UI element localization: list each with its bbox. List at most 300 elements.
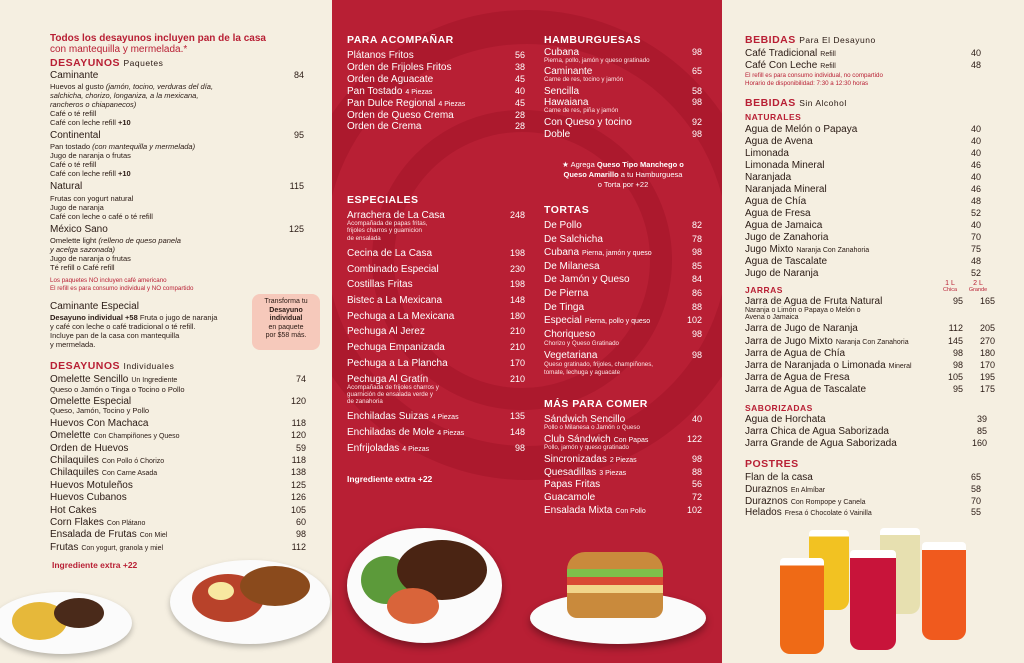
section-title-hamburguesas: HAMBURGUESAS <box>544 34 642 46</box>
section-title-especiales: ESPECIALES <box>347 194 419 206</box>
natural-item-name: Limonada Mineral <box>745 160 825 171</box>
mas-para-comer-item-detail: Con Pollo <box>615 507 646 515</box>
hamburguesa-item <box>544 117 702 128</box>
natural-item <box>745 172 981 183</box>
menu-item-continental-desc: Pan tostado (con mantequilla y mermelada) Jugo de naranja o frutas Café o té refill Café con leche refill +10 <box>50 142 196 178</box>
jarra-item-price: 98 <box>952 360 963 370</box>
jarra-item <box>745 372 995 383</box>
saborizada-item-price: 85 <box>976 425 987 436</box>
mas-para-comer-item-detail: 2 Piezas <box>609 457 637 465</box>
hamburguesa-item-price: 98 <box>691 47 702 57</box>
star-icon: ★ <box>562 160 569 169</box>
jarra-item <box>745 360 995 371</box>
mas-para-comer-item-price: 98 <box>691 454 702 465</box>
subsection-title-saborizadas: SABORIZADAS <box>745 403 813 413</box>
especial-item-price: 148 <box>509 427 525 438</box>
torta-image <box>567 552 663 618</box>
natural-item <box>745 268 981 279</box>
torta-item <box>544 302 702 313</box>
acompanar-item <box>347 50 525 61</box>
torta-item-price: 82 <box>691 220 702 230</box>
jarra-item-detail: Naranja Con Zanahoria <box>835 338 909 346</box>
individual-item <box>50 492 306 503</box>
natural-item-name: Naranjada Mineral <box>745 184 827 195</box>
natural-item-price: 46 <box>970 184 981 194</box>
individual-item-detail: Un Ingrediente <box>131 377 178 384</box>
torta-item-name: De Salchicha <box>544 233 603 245</box>
jarra-item-price: 175 <box>979 384 995 395</box>
especial-item-price: 210 <box>509 342 525 353</box>
individual-item-price: 60 <box>295 517 306 527</box>
jarra-item-name: Jarra de Jugo de Naranja <box>745 323 858 335</box>
chilaquiles-plate-image <box>0 592 132 654</box>
especial-item-price: 135 <box>509 411 525 422</box>
mas-para-comer-item-name: Ensalada Mixta <box>544 504 613 516</box>
saborizada-item-price: 39 <box>976 414 987 424</box>
individual-item <box>50 529 306 540</box>
jarra-item-price: 170 <box>979 360 995 370</box>
natural-item-detail: Naranja Con Zanahoria <box>796 247 870 254</box>
huevos-plate-image <box>170 560 330 644</box>
saborizada-item-name: Jarra Chica de Agua Saborizada <box>745 425 889 437</box>
natural-item-price: 40 <box>970 148 981 158</box>
hamburguesa-item-name: Cubana <box>544 47 580 58</box>
especial-item <box>347 443 525 454</box>
jarra-item <box>745 348 995 359</box>
torta-item-price: 98 <box>691 350 702 361</box>
jarra-item <box>745 384 995 395</box>
hamburguesa-item-price: 92 <box>691 116 702 127</box>
acompanar-item <box>347 121 525 132</box>
bebida-desayuno-item-name: Café Tradicional <box>745 48 818 59</box>
jarra-item-detail: Mineral <box>888 363 912 370</box>
especial-item-detail: 4 Piezas <box>437 430 465 438</box>
jarra-item <box>745 296 995 307</box>
natural-item <box>745 256 981 267</box>
torta-item-detail: Pierna, jamón y queso <box>582 250 652 258</box>
especial-item-description: frijoles charros y guamicion <box>347 227 422 235</box>
especial-item-price: 198 <box>509 279 525 290</box>
individual-item-price: 120 <box>290 430 306 441</box>
torta-item-name: De Pierna <box>544 288 589 299</box>
bebida-desayuno-item <box>745 48 981 59</box>
acompanar-item <box>347 62 525 73</box>
individual-item <box>50 455 306 466</box>
especial-item-price: 170 <box>509 357 525 368</box>
acompanar-item-price: 56 <box>514 50 525 60</box>
acompanar-item-name: Orden de Queso Crema <box>347 109 454 121</box>
torta-item <box>544 234 702 245</box>
natural-item <box>745 244 981 255</box>
bebida-desayuno-item-detail: Refill <box>820 51 836 58</box>
torta-item <box>544 288 702 299</box>
natural-item <box>745 160 981 171</box>
especial-item-name: Enchiladas Suizas <box>347 411 429 423</box>
individual-item-detail: Con Pollo ó Chorizo <box>101 458 165 465</box>
main-dishes-panel <box>332 0 722 663</box>
especial-item-name: Pechuga a La Mexicana <box>347 310 455 322</box>
individual-item-name: Frutas <box>50 541 79 553</box>
especial-item <box>347 411 525 422</box>
postre-item <box>745 507 981 518</box>
individual-item-name: Omelette Especial <box>50 395 132 407</box>
individual-item-price: 59 <box>295 442 306 453</box>
torta-item-name: De Tinga <box>544 301 585 313</box>
jarra-item-name: Jarra de Agua de Chía <box>745 347 846 359</box>
bebida-desayuno-item-price: 48 <box>970 59 981 70</box>
caminante-especial-desc: Desayuno individual +58 Fruta o jugo de naranja y café con leche o café tradicional o té refill. Incluye pan de la casa con mantequilla y mermelada. <box>50 313 218 349</box>
saborizada-item-price: 160 <box>971 437 987 448</box>
jarra-item-price: 205 <box>979 323 995 334</box>
acompanar-item-price: 38 <box>514 61 525 72</box>
mas-para-comer-item-name: Sándwich Sencillo <box>544 414 626 425</box>
especial-item-detail: 4 Piezas <box>431 414 459 422</box>
natural-item-price: 48 <box>970 196 981 206</box>
natural-item <box>745 136 981 147</box>
individual-item <box>50 374 306 385</box>
especial-item <box>347 427 525 438</box>
acompanar-item-price: 28 <box>514 121 525 132</box>
natural-item-name: Naranjada <box>745 172 792 183</box>
jarra-item-price: 105 <box>947 372 963 383</box>
natural-item-price: 52 <box>970 208 981 218</box>
jarra-item-price: 195 <box>979 372 995 383</box>
individual-item-price: 118 <box>291 417 306 428</box>
cheese-addon-note: ★ Agrega Queso Tipo Manchego o Queso Amarillo a tu Hamburguesa o Torta por +22 <box>562 160 684 189</box>
extra-ingredient-note-1: Ingrediente extra +22 <box>52 560 138 570</box>
intro-text: Todos los desayunos incluyen pan de la casa con mantequilla y mermelada.* <box>50 33 266 55</box>
especial-item <box>347 342 525 353</box>
hamburguesa-item-description: Carne de res, tocino y jamón <box>544 76 624 84</box>
postre-item-name: Flan de la casa <box>745 472 813 483</box>
hamburguesa-item-price: 98 <box>691 128 702 139</box>
especial-item-price: 210 <box>509 326 525 337</box>
torta-item <box>544 350 702 361</box>
postre-item <box>745 472 981 483</box>
hamburguesa-item-name: Caminante <box>544 66 593 78</box>
jarra-item-price: 95 <box>952 296 963 306</box>
especial-item <box>347 295 525 306</box>
especial-item-price: 210 <box>509 373 525 384</box>
especial-item-name: Pechuga Empanizada <box>347 342 445 354</box>
mas-para-comer-item-name: Quesadillas <box>544 466 597 478</box>
acompanar-item-price: 28 <box>514 109 525 120</box>
especial-item-name: Bistec a La Mexicana <box>347 295 443 306</box>
individual-item <box>50 542 306 553</box>
individual-item <box>50 396 306 407</box>
hamburguesa-item-price: 65 <box>691 66 702 77</box>
individual-item-name: Huevos Cubanos <box>50 492 127 504</box>
acompanar-item-name: Orden de Frijoles Fritos <box>347 61 452 73</box>
section-title-postres: POSTRES <box>745 458 799 470</box>
saborizada-item <box>745 426 987 437</box>
natural-item <box>745 220 981 231</box>
individual-item-price: 126 <box>290 492 306 503</box>
torta-item <box>544 247 702 258</box>
individual-item-detail: Con Champiñones y Queso <box>93 433 180 441</box>
hamburguesa-item-price: 98 <box>691 97 702 108</box>
natural-item-name: Jugo Mixto <box>745 244 794 255</box>
individual-item-price: 118 <box>291 455 306 465</box>
mas-para-comer-item-price: 56 <box>691 479 702 490</box>
section-title-para-acompanar: PARA ACOMPAÑAR <box>347 34 454 46</box>
torta-item-name: De Jamón y Queso <box>544 274 630 286</box>
acompanar-item-price: 40 <box>514 85 525 96</box>
jarra-item <box>745 323 995 334</box>
hamburguesa-item-description: Pierna, pollo, jamón y queso gratinado <box>544 57 650 64</box>
postre-item-detail: En Almíbar <box>790 486 826 494</box>
section-title-desayunos-paquetes: DESAYUNOS Paquetes <box>50 57 164 69</box>
natural-item-name: Agua de Tascalate <box>745 256 828 267</box>
torta-item-name: Vegetariana <box>544 350 598 362</box>
natural-item-name: Limonada <box>745 148 789 159</box>
especial-item-name: Enfrijoladas <box>347 442 400 454</box>
individual-item-description: Queso o Jamón o Tinga o Tocino o Pollo <box>50 384 185 394</box>
individual-item-price: 138 <box>290 467 306 478</box>
postre-item-price: 55 <box>970 507 981 518</box>
individual-item <box>50 517 306 528</box>
mas-para-comer-item <box>544 505 702 516</box>
menu-item-mexico-sano: México Sano 125 <box>50 224 304 235</box>
natural-item-name: Agua de Chía <box>745 196 807 207</box>
hamburguesa-item-name: Hawaiana <box>544 97 589 109</box>
postre-item-name: Duraznos <box>745 495 788 507</box>
individual-item-name: Orden de Huevos <box>50 442 129 454</box>
hamburguesa-item <box>544 86 702 97</box>
torta-item <box>544 274 702 285</box>
mas-para-comer-item-detail: 3 Piezas <box>599 469 627 477</box>
subsection-title-naturales: NATURALES <box>745 112 802 122</box>
menu-item-caminante-especial: Caminante Especial <box>50 301 139 312</box>
subsection-title-jarras: JARRAS <box>745 285 783 295</box>
especial-item <box>347 311 525 322</box>
acompanar-item-name: Orden de Aguacate <box>347 73 434 85</box>
individual-item <box>50 505 306 516</box>
extra-ingredient-note-2: Ingrediente extra +22 <box>347 474 433 484</box>
jarra-item-price: 270 <box>979 335 995 346</box>
section-title-tortas: TORTAS <box>544 204 590 216</box>
mas-para-comer-item-name: Papas Fritas <box>544 479 601 491</box>
especial-item <box>347 326 525 337</box>
individual-item-name: Chilaquiles <box>50 467 99 479</box>
individual-item <box>50 418 306 429</box>
natural-item <box>745 232 981 243</box>
jarra-item-name: Jarra de Agua de Tascalate <box>745 384 867 396</box>
especial-item-name: Pechuga a La Plancha <box>347 357 448 369</box>
postre-item-price: 58 <box>970 483 981 494</box>
torta-item-price: 85 <box>691 260 702 271</box>
especial-item-price: 148 <box>509 295 525 305</box>
individual-item-name: Omelette Sencillo <box>50 374 129 385</box>
individual-item <box>50 443 306 454</box>
natural-item-price: 52 <box>970 268 981 278</box>
individual-item-price: 120 <box>290 395 306 406</box>
especial-item-description: guarnición de ensalada verde y <box>347 390 433 398</box>
individual-item-price: 74 <box>295 374 306 384</box>
jarras-col-2l: 2 L Grande <box>968 280 988 293</box>
individual-item-name: Huevos Con Machaca <box>50 417 149 429</box>
natural-item-price: 70 <box>970 232 981 242</box>
mas-para-comer-item-price: 88 <box>691 466 702 477</box>
postre-item-detail: Fresa ó Chocolate ó Vainilla <box>784 510 872 518</box>
especial-item-name: Combinado Especial <box>347 263 439 275</box>
postre-item-price: 70 <box>970 495 981 506</box>
menu-item-caminante: Caminante 84 <box>50 70 304 81</box>
individual-item-detail: Con yogurt, granola y miel <box>81 544 164 552</box>
paquetes-notes: Los paquetes NO incluyen café americano El refill es para consumo individual y NO compartido <box>50 277 194 292</box>
arrachera-plate-image <box>347 528 502 643</box>
postre-item-price: 65 <box>970 472 981 482</box>
natural-item-name: Agua de Fresa <box>745 208 811 219</box>
mas-para-comer-item-price: 122 <box>686 434 702 445</box>
especial-item-price: 98 <box>514 442 525 453</box>
torta-item-detail: Pierna, pollo y queso <box>584 318 651 326</box>
natural-item-price: 46 <box>970 160 981 170</box>
mas-para-comer-item-description: Pollo o Milanesa o Jamón o Queso <box>544 424 640 431</box>
individual-item <box>50 430 306 441</box>
natural-item <box>745 124 981 135</box>
especial-item-name: Cecina de La Casa <box>347 247 433 259</box>
bebida-desayuno-item-price: 40 <box>970 48 981 58</box>
jarra-item-price: 165 <box>979 296 995 306</box>
menu-item-caminante-desc: Huevos al gusto (jamón, tocino, verduras del día, salchicha, chorizo, longaniza, a la mexicana, rancheros o chiapanecos) Café o té refill Café con leche refill +10 <box>50 82 214 127</box>
section-title-bebidas-sin-alcohol: BEBIDAS Sin Alcohol <box>745 97 847 109</box>
natural-item-name: Agua de Avena <box>745 136 813 147</box>
individual-item-price: 98 <box>295 529 306 540</box>
jarras-col-1l: 1 L Chica <box>942 280 958 293</box>
individual-item-name: Chilaquiles <box>50 455 99 466</box>
torta-item-price: 98 <box>691 247 702 258</box>
natural-item-price: 40 <box>970 220 981 230</box>
menu-item-mexico-sano-desc: Omelette light (relleno de queso panela y acelga sazonada) Jugo de naranja o frutas Té refill o Café refill <box>50 236 181 272</box>
jarra-item-description: Naranja o Limón o Papaya o Melón o <box>745 306 861 314</box>
postre-item <box>745 484 981 495</box>
individual-item-name: Corn Flakes <box>50 517 104 528</box>
individual-item-price: 125 <box>290 479 306 490</box>
postre-item-detail: Con Rompope y Canela <box>790 498 866 506</box>
natural-item <box>745 196 981 207</box>
jarra-item-price: 145 <box>947 335 963 346</box>
especial-item-description: de ensalada <box>347 234 381 242</box>
individual-item-name: Ensalada de Frutas <box>50 529 137 541</box>
torta-item-name: Cubana <box>544 247 580 259</box>
jarra-item-price: 95 <box>952 384 963 395</box>
acompanar-item <box>347 110 525 121</box>
natural-item-name: Jugo de Naranja <box>745 268 819 279</box>
torta-item-name: De Milanesa <box>544 260 600 272</box>
acompanar-item-price: 45 <box>514 97 525 108</box>
especial-item-price: 180 <box>509 310 525 321</box>
torta-item-price: 98 <box>691 328 702 339</box>
acompanar-item-detail: 4 Piezas <box>405 88 433 96</box>
torta-item <box>544 315 702 326</box>
individual-item-price: 105 <box>290 504 306 515</box>
natural-item <box>745 148 981 159</box>
hamburguesa-item-name: Sencilla <box>544 85 580 97</box>
natural-item-name: Jugo de Zanahoria <box>745 232 829 243</box>
torta-item-name: Especial <box>544 315 582 327</box>
especial-item-description: de zanahoria <box>347 398 383 406</box>
mas-para-comer-item-price: 102 <box>686 504 702 515</box>
individual-item-detail: Con Carne Asada <box>101 470 158 478</box>
individual-item <box>50 467 306 478</box>
individual-item-description: Queso, Jamón, Tocino y Pollo <box>50 406 150 416</box>
acompanar-item <box>347 74 525 85</box>
postre-item-name: Duraznos <box>745 483 788 495</box>
natural-item <box>745 208 981 219</box>
menu-item-natural: Natural 115 <box>50 181 304 192</box>
postre-item <box>745 496 981 507</box>
jarra-item-name: Jarra de Agua de Fresa <box>745 372 850 384</box>
section-title-bebidas-desayuno: BEBIDAS Para El Desayuno <box>745 34 876 46</box>
natural-item-price: 40 <box>970 172 981 182</box>
torta-item-name: Choriqueso <box>544 328 596 340</box>
mas-para-comer-item-detail: Con Papas <box>613 437 649 445</box>
mas-para-comer-item-price: 40 <box>691 414 702 424</box>
torta-item-price: 84 <box>691 274 702 285</box>
torta-item-description: Queso gratinado, frijoles, champiñones, <box>544 361 654 369</box>
bebidas-desayuno-notes: El refill es para consumo individual, no compartido Horario de disponibilidad: 7:30 a 12:30 horas <box>745 72 883 87</box>
mas-para-comer-item-description: Pollo, jamón y queso gratinado <box>544 444 629 452</box>
jarra-item-description: Avena o Jamaica <box>745 314 799 322</box>
torta-item-price: 88 <box>691 301 702 312</box>
natural-item-name: Agua de Jamaica <box>745 220 823 231</box>
acompanar-item <box>347 98 525 109</box>
individual-item-detail: Con Miel <box>139 532 168 540</box>
especial-item-name: Pechuga Al Jerez <box>347 326 425 338</box>
mas-para-comer-item-name: Sincronizadas <box>544 454 607 466</box>
menu-item-natural-desc: Frutas con yogurt natural Jugo de naranja Café con leche o café o té refill <box>50 194 153 221</box>
jarra-item <box>745 336 995 347</box>
torta-item <box>544 329 702 340</box>
individual-item-name: Omelette <box>50 430 91 442</box>
torta-item-description: tomate, lechuga y aguacate <box>544 368 621 376</box>
especial-item-description: Acompañada de papas fritas, <box>347 220 428 227</box>
mas-para-comer-item <box>544 467 702 478</box>
torta-item-price: 78 <box>691 233 702 244</box>
individual-item <box>50 480 306 491</box>
jarra-item-price: 98 <box>952 347 963 358</box>
saborizada-item-name: Jarra Grande de Agua Saborizada <box>745 437 897 449</box>
hamburguesa-item <box>544 129 702 140</box>
acompanar-item-name: Orden de Crema <box>347 121 422 133</box>
natural-item-price: 75 <box>970 244 981 254</box>
torta-item <box>544 261 702 272</box>
acompanar-item-price: 45 <box>514 73 525 84</box>
acompanar-item-name: Plátanos Fritos <box>347 50 414 61</box>
mas-para-comer-item-price: 72 <box>691 492 702 502</box>
acompanar-item <box>347 86 525 97</box>
drinks-panel <box>722 0 1024 663</box>
mas-para-comer-item <box>544 454 702 465</box>
acompanar-item-name: Pan Tostado <box>347 85 403 97</box>
natural-item-price: 40 <box>970 136 981 146</box>
mas-para-comer-item-name: Guacamole <box>544 492 596 503</box>
natural-item <box>745 184 981 195</box>
hamburguesa-item-name: Con Queso y tocino <box>544 116 632 128</box>
torta-item <box>544 220 702 231</box>
saborizada-item <box>745 414 987 425</box>
bebida-desayuno-item-detail: Refill <box>820 62 836 70</box>
jarra-item-name: Jarra de Naranjada o Limonada <box>745 360 886 371</box>
jarra-item-name: Jarra de Agua de Fruta Natural <box>745 296 883 307</box>
especial-item-price: 230 <box>509 263 525 274</box>
hamburguesa-item-price: 58 <box>691 85 702 96</box>
torta-item-price: 86 <box>691 288 702 298</box>
promo-badge: Transforma tu Desayuno individual en paquete por $58 más. <box>252 294 320 350</box>
jarra-item-price: 180 <box>979 347 995 358</box>
hamburguesa-item-description: Carne de res, piña y jamón <box>544 107 619 115</box>
